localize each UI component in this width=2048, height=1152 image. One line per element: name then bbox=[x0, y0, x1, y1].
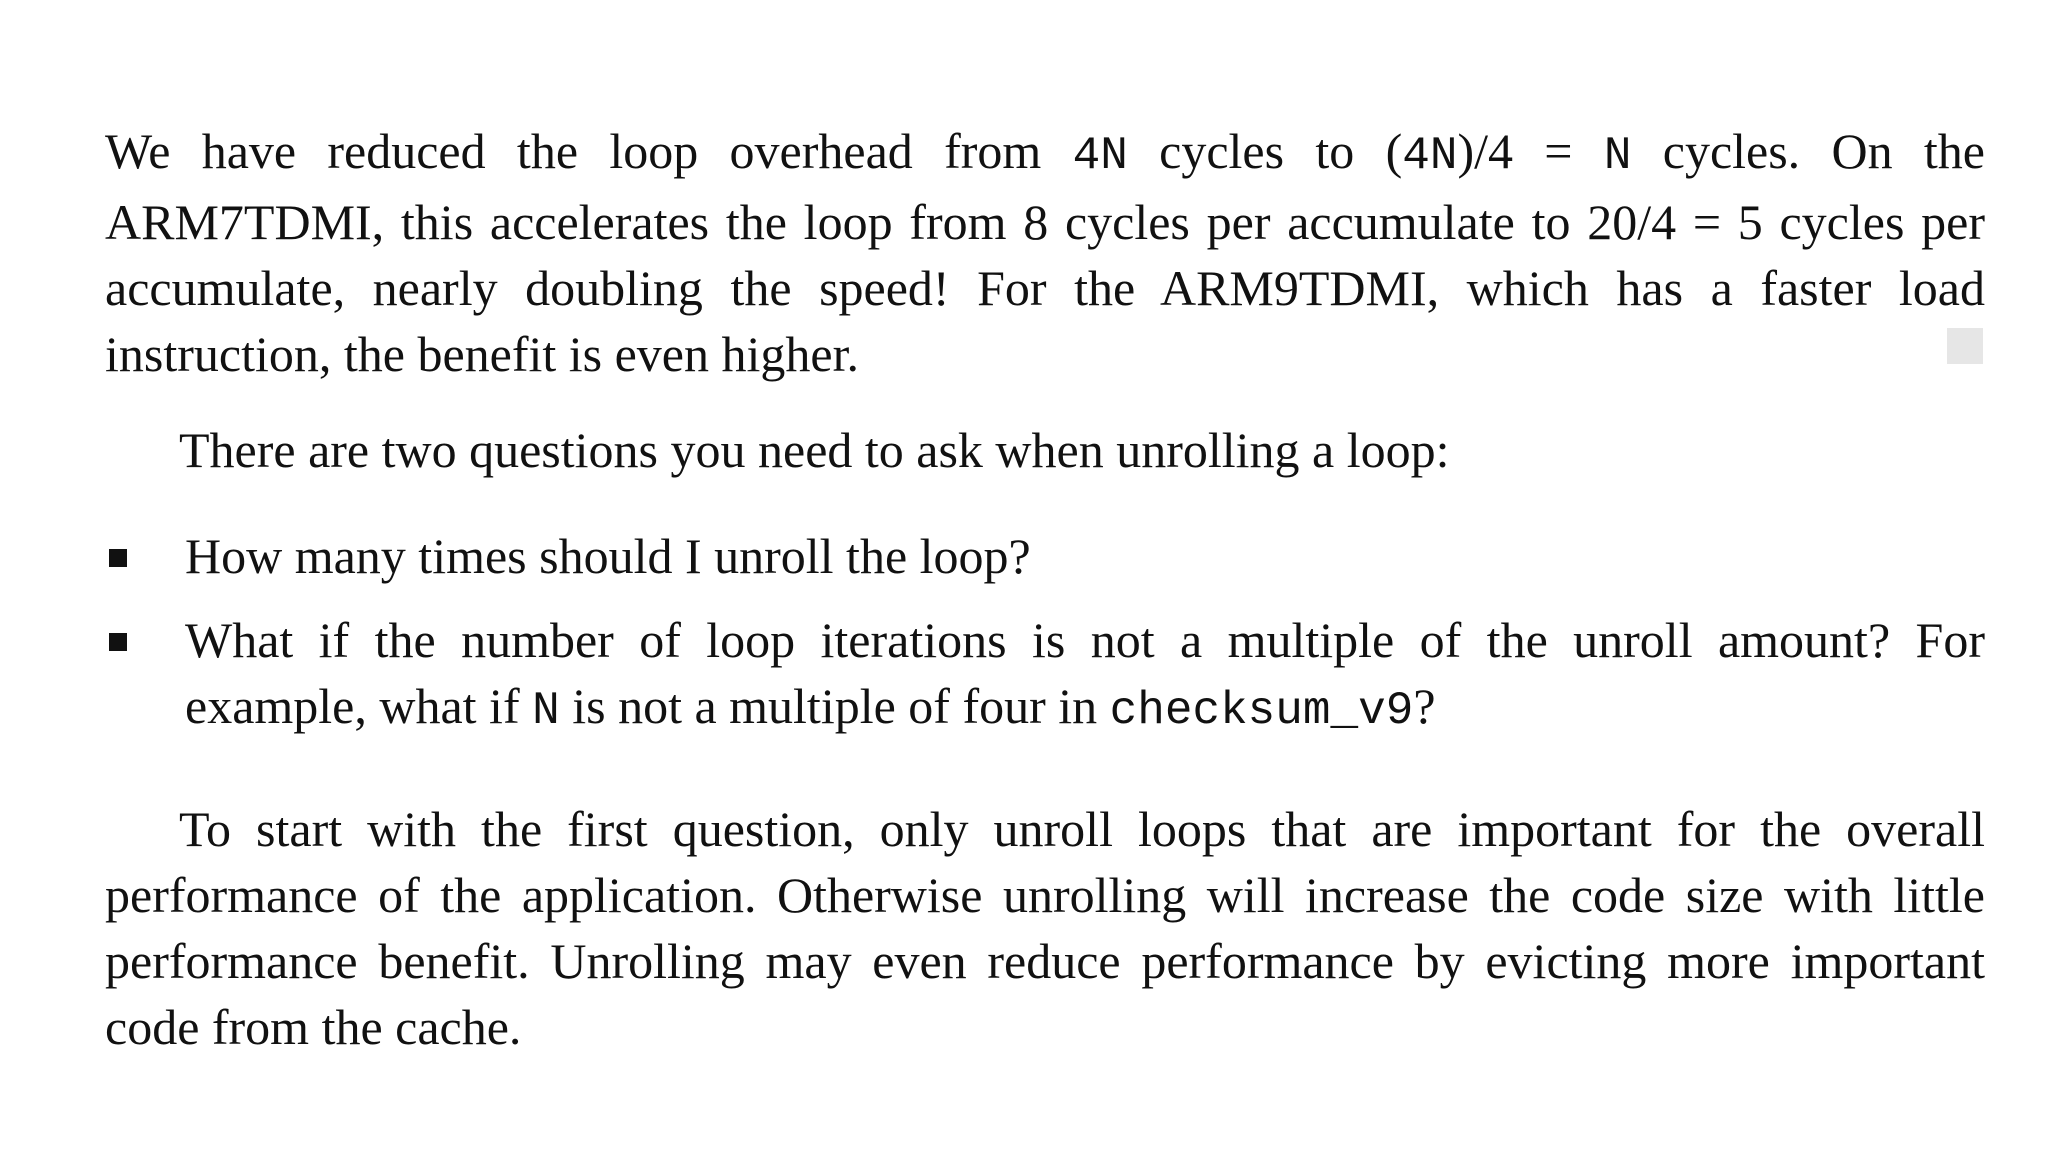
square-bullet-icon bbox=[109, 549, 127, 567]
code-n: N bbox=[532, 685, 560, 737]
code-n: N bbox=[1603, 130, 1632, 182]
text-run: What if the number of loop iterations is not a multiple of the unroll amount? For example, what if bbox=[185, 612, 1985, 734]
text-run: cycles. On the ARM7TDMI, this accelerates the loop from 8 cycles per accumulate to 20/4 = 5 cycles per accumulate, nearly doubling the speed! For the ARM9TDMI, which has a faster load instruction, the benefit is even higher. bbox=[105, 123, 1986, 382]
code-4n: 4N bbox=[1072, 130, 1128, 182]
list-item bbox=[105, 607, 1985, 744]
square-bullet-icon bbox=[109, 633, 127, 651]
paragraph-loop-overhead bbox=[105, 118, 1985, 387]
text-run: is not a multiple of four in bbox=[559, 678, 1110, 734]
paragraph-first-question: To start with the first question, only unroll loops that are important for the overall performance of the application. Otherwise unrolling will increase the code size with little performance benefit. Unrolling may even reduce performance by evicting more important code from the cache. bbox=[105, 801, 1985, 1055]
text-run: ? bbox=[1413, 678, 1436, 734]
document-body bbox=[105, 118, 1985, 1060]
text-run: We have reduced the loop overhead from bbox=[105, 123, 1073, 179]
text-run: )/4 = bbox=[1457, 123, 1604, 179]
paragraph-two-questions: There are two questions you need to ask when unrolling a loop: bbox=[179, 422, 1450, 478]
code-checksum-v9: checksum_v9 bbox=[1109, 685, 1414, 737]
list-item bbox=[105, 523, 1985, 589]
list-item-text: How many times should I unroll the loop? bbox=[185, 528, 1031, 584]
margin-marker bbox=[1947, 328, 1983, 364]
code-4n: 4N bbox=[1402, 130, 1458, 182]
text-run: cycles to ( bbox=[1127, 123, 1403, 179]
question-list bbox=[105, 523, 1985, 744]
